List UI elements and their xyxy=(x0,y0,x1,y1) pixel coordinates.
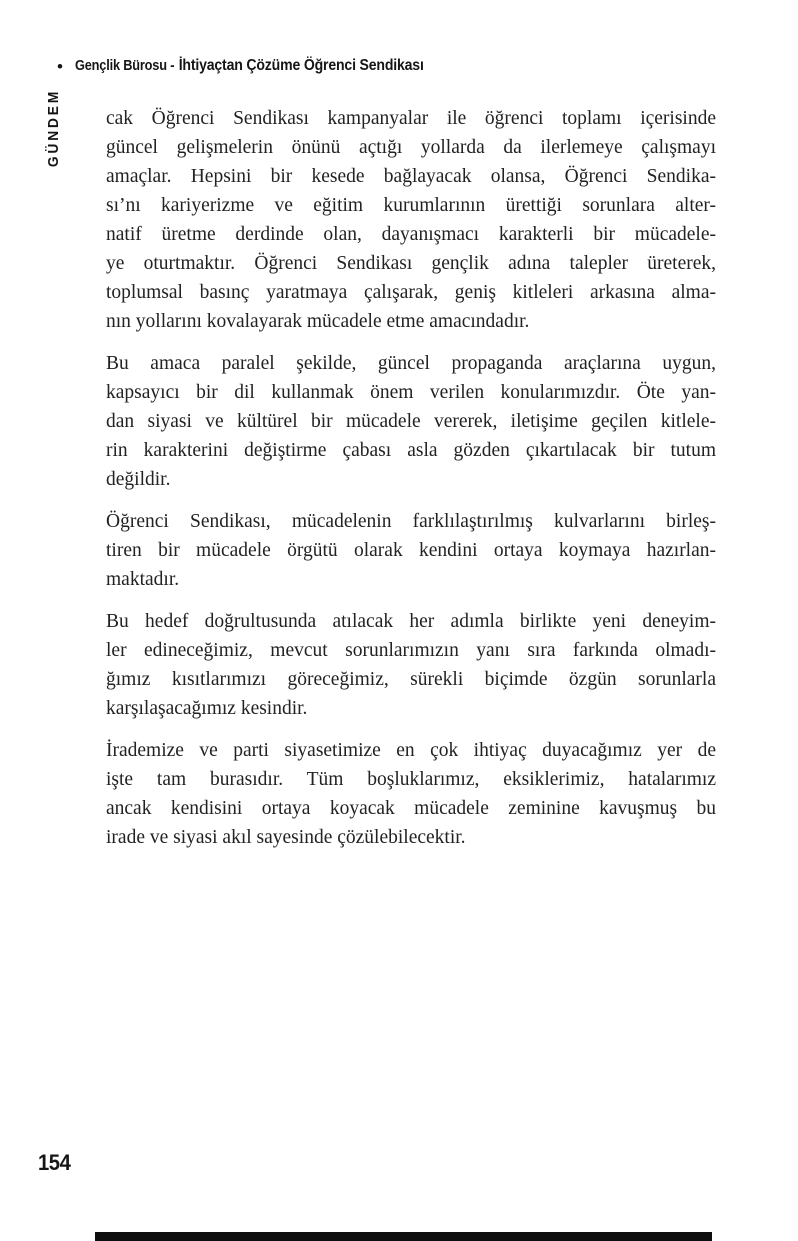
body-line: rin karakterini değiştirme çabası asla gözden çıkartılacak bir tutum xyxy=(106,440,716,461)
body-paragraph xyxy=(106,607,716,723)
header-text xyxy=(75,57,424,75)
body-paragraph xyxy=(106,104,716,336)
body-paragraph xyxy=(106,349,716,494)
body-line: nın yollarını kovalayarak mücadele etme amacındadır. xyxy=(106,311,530,332)
body-line: kapsayıcı bir dil kullanmak önem verilen konularımızdır. Öte yan- xyxy=(106,382,716,403)
body-line: dan siyasi ve kültürel bir mücadele vererek, iletişime geçilen kitlele- xyxy=(106,411,716,432)
header-series: Gençlik Bürosu - xyxy=(74,58,175,74)
body-line: ancak kendisini ortaya koyacak mücadele zeminine kavuşmuş bu xyxy=(106,798,716,819)
footer-bar xyxy=(95,1232,712,1241)
body-line: sı’nı kariyerizme ve eğitim kurumlarının ürettiği sorunlara alter- xyxy=(106,195,716,216)
body-line: güncel gelişmelerin önünü açtığı yollarda da ilerlemeye çalışmayı xyxy=(106,137,716,158)
body-line: ye oturtmaktır. Öğrenci Sendikası gençlik adına talepler üreterek, xyxy=(106,253,716,274)
body-paragraph xyxy=(106,736,716,852)
body-line: işte tam burasıdır. Tüm boşluklarımız, eksiklerimiz, hatalarımız xyxy=(106,769,716,790)
body-line: Bu hedef doğrultusunda atılacak her adımla birlikte yeni deneyim- xyxy=(106,611,716,632)
body-line: maktadır. xyxy=(106,569,180,590)
body-line: cak Öğrenci Sendikası kampanyalar ile öğrenci toplamı içerisinde xyxy=(106,108,716,129)
section-tab-gundem xyxy=(42,88,66,168)
body-text xyxy=(106,104,716,865)
running-header xyxy=(57,57,471,75)
header-chapter-title: İhtiyaçtan Çözüme Öğrenci Sendikası xyxy=(178,57,424,74)
body-line: ğımız kısıtlarımızı göreceğimiz, sürekli biçimde özgün sorunlarla xyxy=(106,669,716,690)
body-line: irade ve siyasi akıl sayesinde çözülebilecektir. xyxy=(106,827,466,848)
section-tab-label: GÜNDEM xyxy=(46,88,63,168)
body-line: natif üretme derdinde olan, dayanışmacı karakterli bir mücadele- xyxy=(106,224,716,245)
page-number: 154 xyxy=(38,1150,71,1175)
body-line: Öğrenci Sendikası, mücadelenin farklılaştırılmış kulvarlarını birleş- xyxy=(106,511,716,532)
body-line: İrademize ve parti siyasetimize en çok ihtiyaç duyacağımız yer de xyxy=(106,740,716,761)
body-line: Bu amaca paralel şekilde, güncel propaganda araçlarına uygun, xyxy=(106,353,716,374)
body-line: amaçlar. Hepsini bir kesede bağlayacak olansa, Öğrenci Sendika- xyxy=(106,166,716,187)
body-paragraph xyxy=(106,507,716,594)
bullet-icon: • xyxy=(57,56,63,76)
body-line: ler edineceğimiz, mevcut sorunlarımızın yanı sıra farkında olmadı- xyxy=(106,640,716,661)
body-line: tiren bir mücadele örgütü olarak kendini ortaya koymaya hazırlan- xyxy=(106,540,716,561)
body-line: karşılaşacağımız kesindir. xyxy=(106,698,308,719)
body-line: değildir. xyxy=(106,469,171,490)
body-line: toplumsal basınç yaratmaya çalışarak, geniş kitleleri arkasına alma- xyxy=(106,282,716,303)
